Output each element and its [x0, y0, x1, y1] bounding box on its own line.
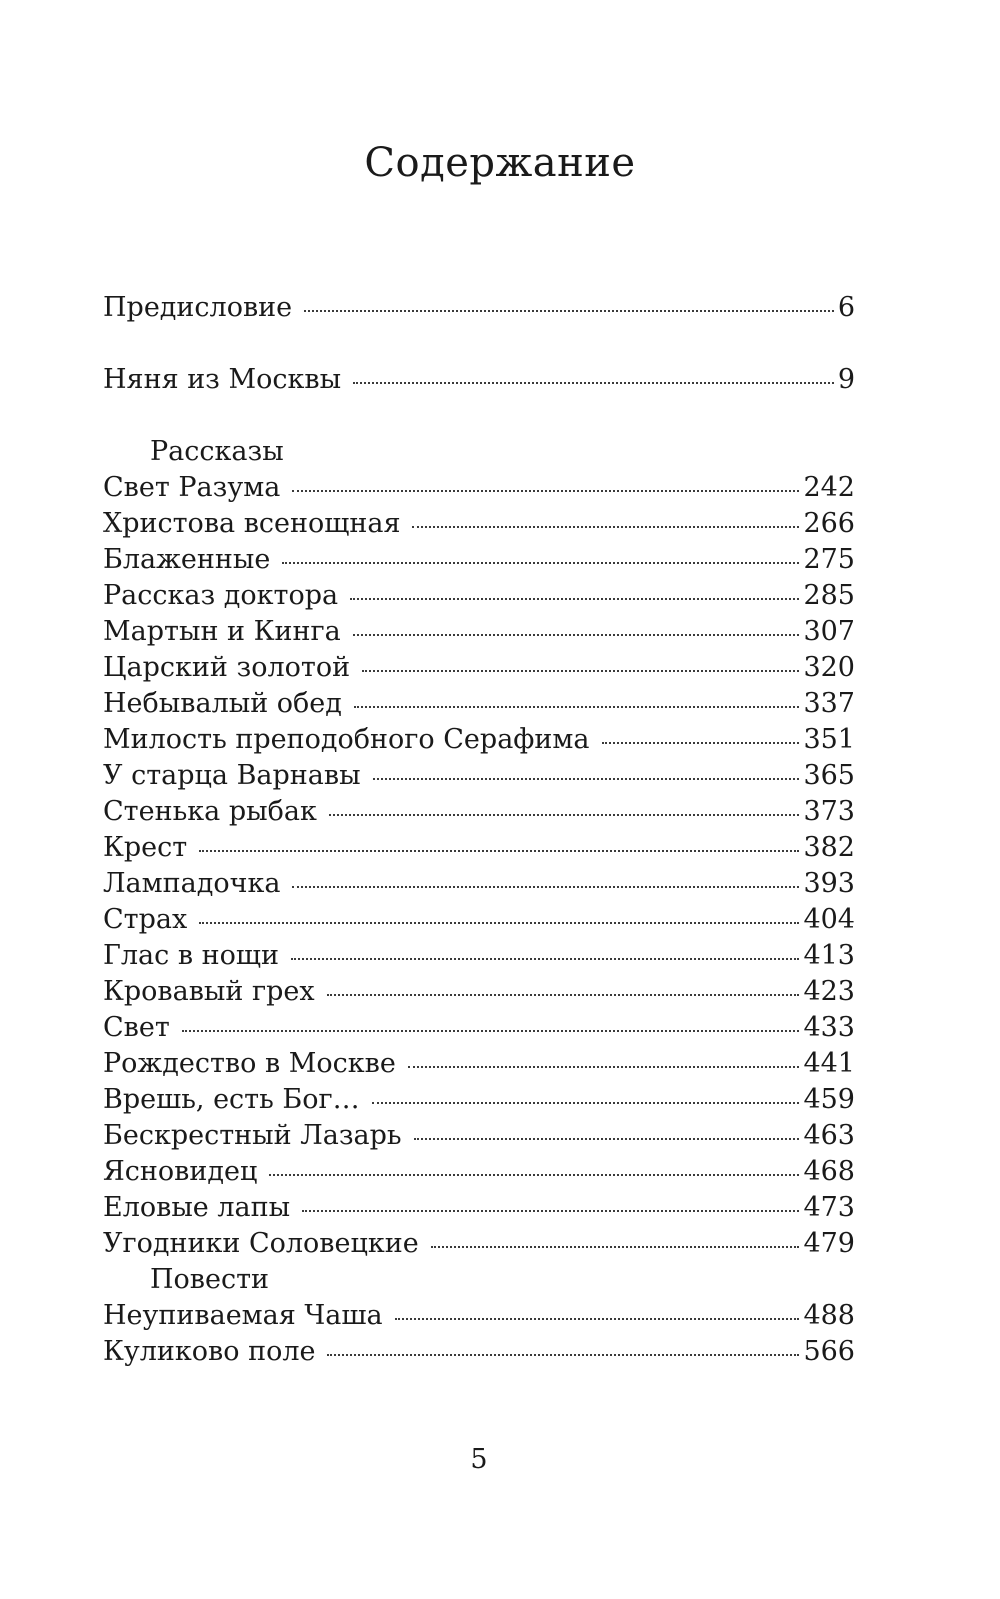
- toc-entry-page: 351: [803, 724, 855, 755]
- toc-entry-page: 393: [803, 868, 855, 899]
- toc-entry[interactable]: [103, 830, 855, 866]
- toc-entry-page: 365: [803, 760, 855, 791]
- toc-entry[interactable]: [103, 1298, 855, 1334]
- toc-entry-page: 413: [803, 940, 855, 971]
- section-heading-novellas: Повести: [150, 1264, 270, 1295]
- toc-entry[interactable]: [103, 1226, 855, 1262]
- leader-dots: [182, 1030, 800, 1032]
- toc-entry[interactable]: [103, 1046, 855, 1082]
- leader-dots: [395, 1318, 800, 1320]
- toc-entry[interactable]: [103, 722, 855, 758]
- toc-entry[interactable]: [103, 1334, 855, 1370]
- toc-entry-page: 307: [803, 616, 855, 647]
- toc-entry-label: Лампадочка: [103, 868, 281, 899]
- toc-entry[interactable]: [103, 938, 855, 974]
- toc-entry-label: Неупиваемая Чаша: [103, 1300, 383, 1331]
- toc-entry-label: Мартын и Кинга: [103, 616, 341, 647]
- toc-entry[interactable]: [103, 902, 855, 938]
- toc-entry-page: 433: [803, 1012, 855, 1043]
- toc-entry-page: 320: [803, 652, 855, 683]
- leader-dots: [199, 850, 799, 852]
- leader-dots: [431, 1246, 800, 1248]
- toc-entry-page: 566: [803, 1336, 855, 1367]
- toc-entry[interactable]: [103, 1118, 855, 1154]
- toc-entry[interactable]: [103, 974, 855, 1010]
- leader-dots: [412, 526, 799, 528]
- toc-entry-label: Стенька рыбак: [103, 796, 317, 827]
- toc-entry-label: Свет Разума: [103, 472, 281, 503]
- toc-entry-page: 9: [837, 364, 855, 395]
- toc-entry-page: 285: [803, 580, 855, 611]
- leader-dots: [269, 1174, 799, 1176]
- toc-entry[interactable]: [103, 1010, 855, 1046]
- toc-entry-label: У старца Варнавы: [103, 760, 361, 791]
- toc-entry-page: 404: [803, 904, 855, 935]
- toc-entry[interactable]: [103, 506, 855, 542]
- toc-entry-label: Рождество в Москве: [103, 1048, 396, 1079]
- toc-entry-page: 459: [803, 1084, 855, 1115]
- toc-entry[interactable]: [103, 758, 855, 794]
- toc-entry-label: Свет: [103, 1012, 170, 1043]
- leader-dots: [327, 994, 800, 996]
- toc-entry-label: Няня из Москвы: [103, 364, 342, 395]
- toc-entry-page: 463: [803, 1120, 855, 1151]
- leader-dots: [602, 742, 800, 744]
- toc-entry-page: 473: [803, 1192, 855, 1223]
- leader-dots: [354, 706, 800, 708]
- leader-dots: [302, 1210, 799, 1212]
- toc-entry-label: Куликово поле: [103, 1336, 316, 1367]
- toc-entry[interactable]: [103, 1190, 855, 1226]
- toc-entry-label: Крест: [103, 832, 188, 863]
- leader-dots: [372, 1102, 800, 1104]
- toc-entry-label: Предисловие: [103, 292, 293, 323]
- toc-entry-page: 266: [803, 508, 855, 539]
- toc-entry-label: Глас в нощи: [103, 940, 279, 971]
- leader-dots: [291, 958, 799, 960]
- toc-entry[interactable]: [103, 614, 855, 650]
- toc-entry-label: Блаженные: [103, 544, 271, 575]
- toc-entry[interactable]: [103, 1154, 855, 1190]
- toc-entry[interactable]: [103, 650, 855, 686]
- toc-entry[interactable]: [103, 794, 855, 830]
- toc-entry-label: Бескрестный Лазарь: [103, 1120, 402, 1151]
- section-heading-stories: Рассказы: [150, 436, 284, 467]
- toc-entry-page: 242: [803, 472, 855, 503]
- toc-entry-page: 275: [803, 544, 855, 575]
- toc-entry-page: 382: [803, 832, 855, 863]
- toc-entry[interactable]: [103, 686, 855, 722]
- leader-dots: [199, 922, 799, 924]
- toc-entry-label: Кровавый грех: [103, 976, 315, 1007]
- page-number: 5: [470, 1444, 488, 1475]
- toc-entry[interactable]: [103, 866, 855, 902]
- toc-entry-label: Врешь, есть Бог…: [103, 1084, 360, 1115]
- toc-entry-nanny-from-moscow[interactable]: [103, 362, 855, 398]
- leader-dots: [304, 310, 834, 312]
- toc-entry[interactable]: [103, 1082, 855, 1118]
- toc-entry-label: Угодники Соловецкие: [103, 1228, 419, 1259]
- toc-entry-label: Страх: [103, 904, 188, 935]
- toc-entry-preface[interactable]: [103, 290, 855, 326]
- toc-entry-label: Ясновидец: [103, 1156, 258, 1187]
- leader-dots: [408, 1066, 800, 1068]
- toc-entry-page: 423: [803, 976, 855, 1007]
- leader-dots: [292, 490, 799, 492]
- toc-entry[interactable]: [103, 542, 855, 578]
- toc-entry-label: Христова всенощная: [103, 508, 401, 539]
- leader-dots: [329, 814, 800, 816]
- toc-entry-label: Еловые лапы: [103, 1192, 291, 1223]
- leader-dots: [282, 562, 799, 564]
- toc-entry-label: Милость преподобного Серафима: [103, 724, 590, 755]
- toc-entry[interactable]: [103, 470, 855, 506]
- toc-entry[interactable]: [103, 578, 855, 614]
- toc-entry-page: 441: [803, 1048, 855, 1079]
- toc-entry-page: 488: [803, 1300, 855, 1331]
- toc-entry-label: Рассказ доктора: [103, 580, 339, 611]
- page-title: Содержание: [364, 140, 636, 186]
- toc-entry-page: 6: [837, 292, 855, 323]
- leader-dots: [350, 598, 799, 600]
- toc-entry-page: 373: [803, 796, 855, 827]
- toc-entry-page: 468: [803, 1156, 855, 1187]
- leader-dots: [327, 1354, 799, 1356]
- leader-dots: [292, 886, 799, 888]
- leader-dots: [353, 634, 800, 636]
- toc-entry-page: 479: [803, 1228, 855, 1259]
- toc-entry-page: 337: [803, 688, 855, 719]
- leader-dots: [362, 670, 799, 672]
- leader-dots: [373, 778, 800, 780]
- leader-dots: [353, 382, 834, 384]
- toc-entry-label: Небывалый обед: [103, 688, 342, 719]
- toc-entry-label: Царский золотой: [103, 652, 351, 683]
- leader-dots: [414, 1138, 800, 1140]
